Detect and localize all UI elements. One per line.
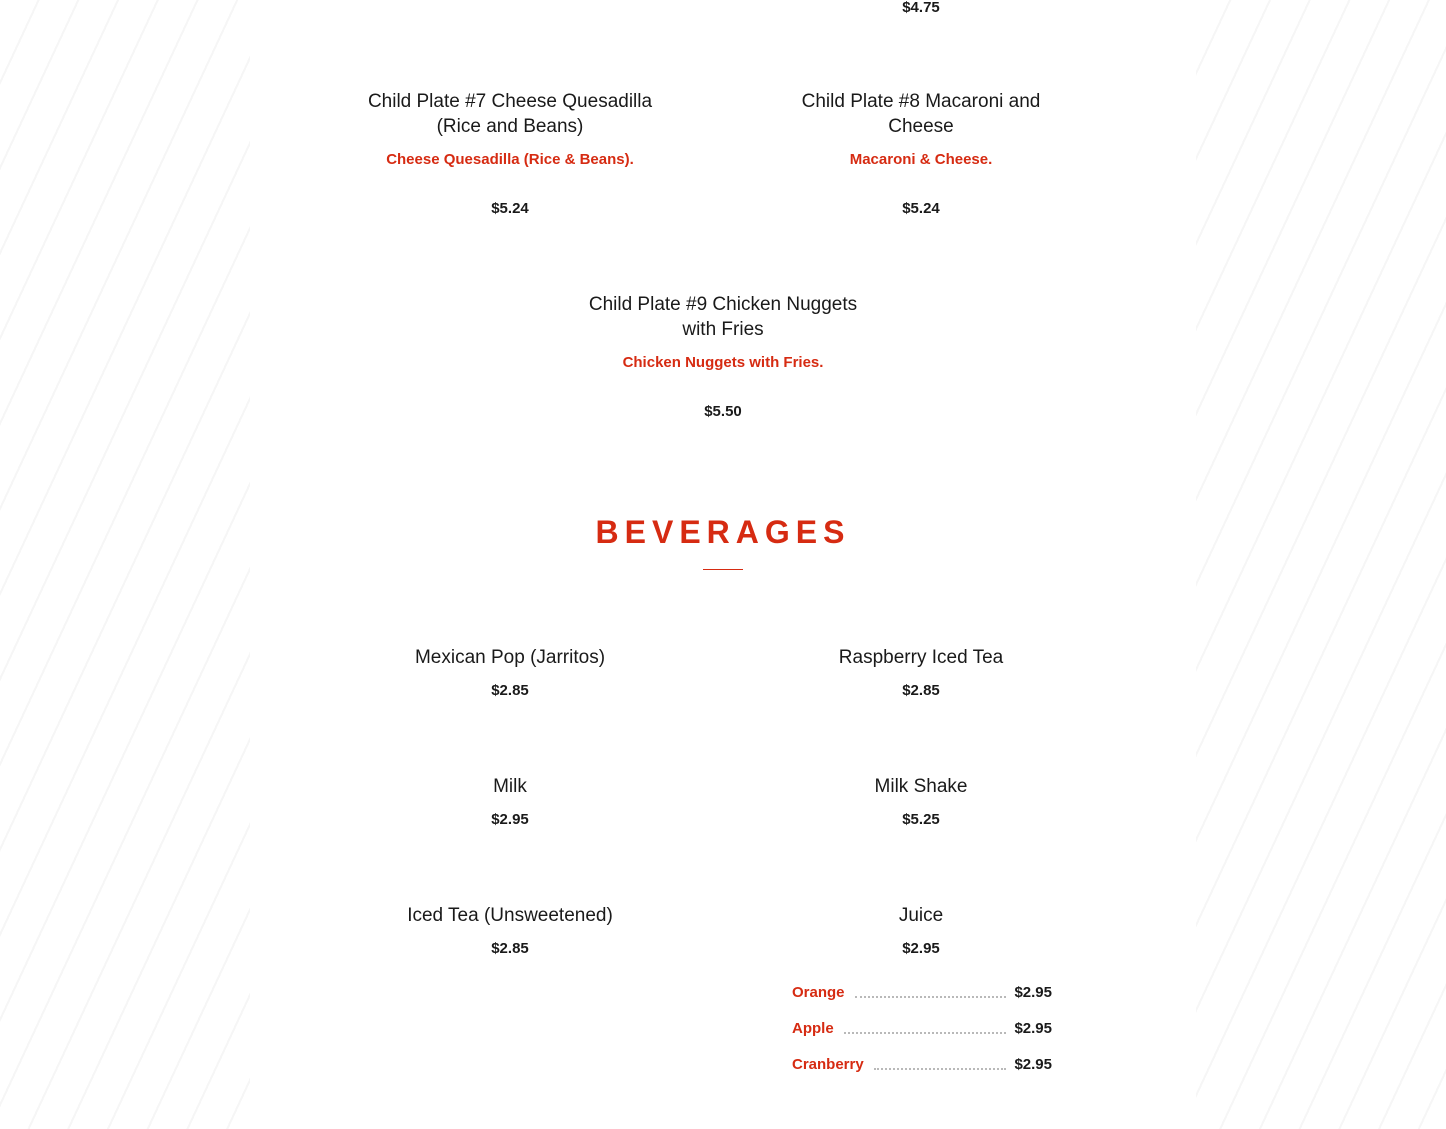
item-price: $2.85: [491, 682, 529, 699]
option-price: $2.95: [1014, 984, 1052, 1001]
item-description: Chicken Nuggets with Fries.: [622, 354, 824, 371]
menu-item-juice[interactable]: [756, 903, 1086, 959]
item-price: $4.75: [902, 0, 940, 16]
section-title-beverages: BEVERAGES: [595, 514, 851, 550]
item-description: Macaroni & Cheese.: [849, 151, 993, 168]
menu-item-raspberry-iced-tea[interactable]: [756, 645, 1086, 701]
item-title: Child Plate #9 Chicken Nuggets with Fries: [588, 294, 858, 340]
item-title: Milk: [493, 776, 527, 797]
option-price: $2.95: [1014, 1056, 1052, 1073]
item-price: $5.24: [491, 200, 529, 217]
item-title: Raspberry Iced Tea: [838, 647, 1004, 668]
option-price: $2.95: [1014, 1020, 1052, 1037]
juice-option-cranberry[interactable]: [792, 1053, 1052, 1075]
item-price: $5.24: [902, 200, 940, 217]
juice-option-apple[interactable]: [792, 1017, 1052, 1039]
item-title: Child Plate #8 Macaroni and Cheese: [801, 91, 1041, 137]
item-price: $5.25: [902, 811, 940, 828]
option-name: Orange: [792, 984, 845, 1001]
item-price: $5.50: [704, 403, 742, 420]
option-name: Cranberry: [792, 1056, 864, 1073]
item-price: $2.85: [902, 682, 940, 699]
menu-item-child-plate-8[interactable]: [756, 89, 1086, 219]
dot-leader: [855, 995, 1007, 998]
item-title: Milk Shake: [874, 776, 968, 797]
item-title: Juice: [898, 905, 944, 926]
item-price: $2.85: [491, 940, 529, 957]
juice-option-orange[interactable]: [792, 981, 1052, 1003]
item-price: $2.95: [902, 940, 940, 957]
dot-leader: [844, 1031, 1007, 1034]
item-title: Iced Tea (Unsweetened): [407, 905, 613, 926]
menu-item-partial: [796, 0, 1046, 18]
menu-item-iced-tea[interactable]: [345, 903, 675, 959]
menu-item-milk-shake[interactable]: [756, 774, 1086, 830]
dot-leader: [874, 1067, 1007, 1070]
menu-item-milk[interactable]: [345, 774, 675, 830]
item-title: Child Plate #7 Cheese Quesadilla (Rice and Beans): [367, 91, 653, 137]
option-name: Apple: [792, 1020, 834, 1037]
section-divider: [703, 569, 743, 570]
menu-item-child-plate-9[interactable]: [558, 292, 888, 422]
menu-item-child-plate-7[interactable]: [345, 89, 675, 219]
item-description: Cheese Quesadilla (Rice & Beans).: [386, 151, 634, 168]
menu-item-mexican-pop[interactable]: [345, 645, 675, 701]
menu-content: [250, 0, 1196, 1129]
item-title: Mexican Pop (Jarritos): [414, 647, 606, 668]
item-price: $2.95: [491, 811, 529, 828]
